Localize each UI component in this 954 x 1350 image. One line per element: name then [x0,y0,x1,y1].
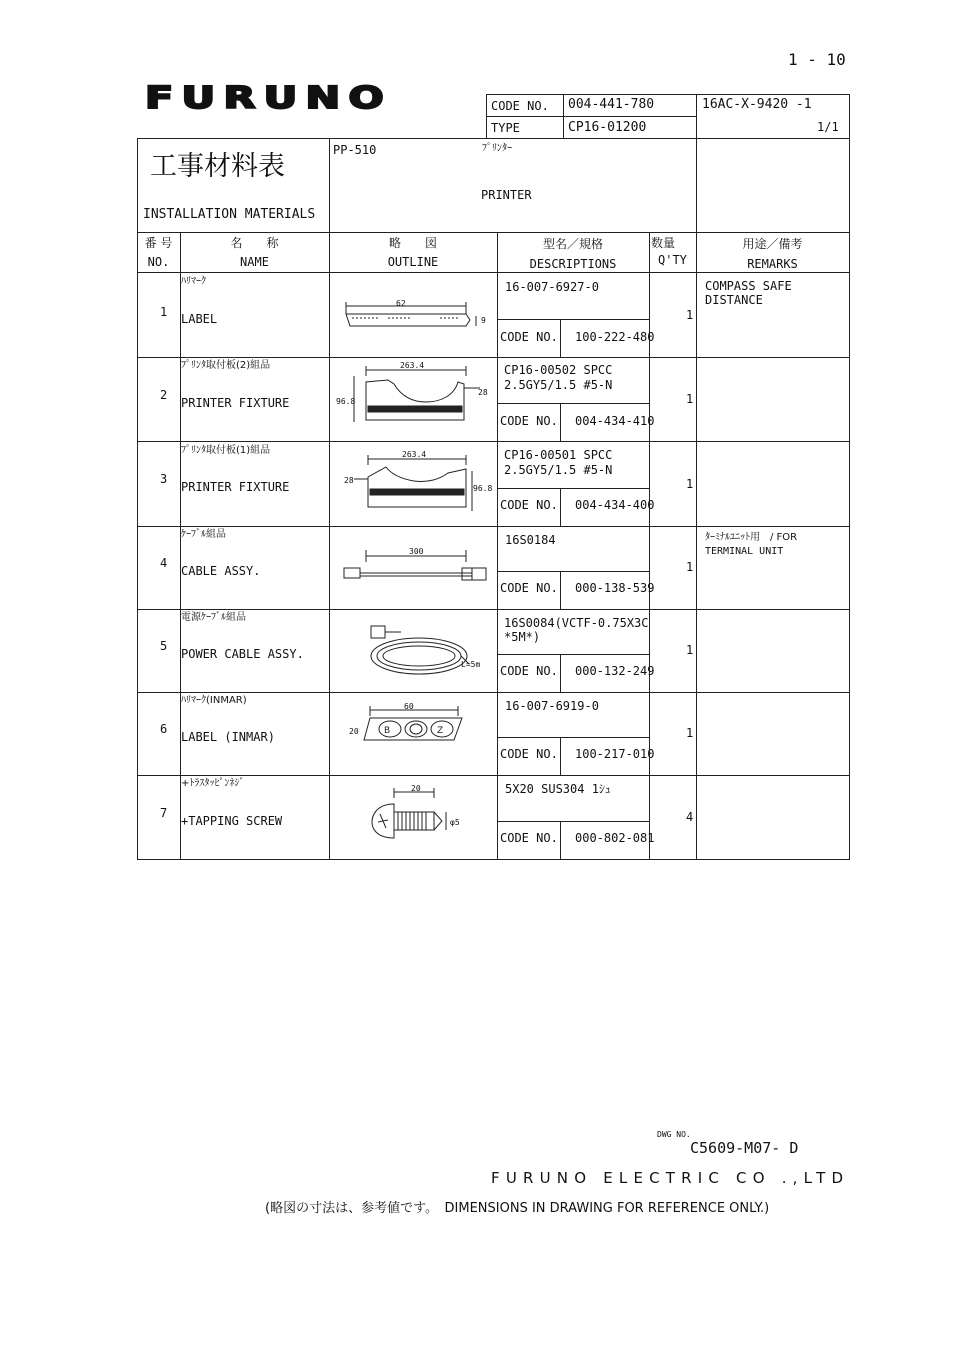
code-no-value: 004-441-780 [568,97,655,112]
item-no: 3 [160,472,168,486]
code-label: CODE NO. [500,414,558,428]
dim-length: 263.4 [402,450,427,459]
dim-diameter: φ5 [450,818,460,827]
item-qty: 1 [686,308,694,322]
reference-note: (略図の寸法は、参考値です。 DIMENSIONS IN DRAWING FOR REFERENCE ONLY.) [265,1201,770,1216]
dim-height: 9 [481,316,486,325]
item-name-jp: ﾌﾟﾘﾝﾀ取付板(1)組品 [181,445,271,456]
item-name-en: LABEL [181,312,218,326]
item-remarks-2: TERMINAL UNIT [705,546,784,557]
code-label: CODE NO. [500,330,558,344]
item-code: 004-434-410 [575,414,655,428]
item-name-jp: ﾊﾘﾏｰｸ(INMAR) [181,695,247,706]
doc-ref: 16AC-X-9420 -1 [702,97,812,112]
title-jp: 工事材料表 [150,151,285,182]
furuno-logo [145,81,392,116]
company-name: FURUNO ELECTRIC CO .,LTD [491,1169,850,1187]
code-label: CODE NO. [500,664,558,678]
item-name-en: PRINTER FIXTURE [181,396,290,410]
item-name-jp: ﾌﾟﾘﾝﾀ取付板(2)組品 [181,360,271,371]
col-remarks-jp: 用途／備考 [742,237,803,251]
item-qty: 1 [686,477,694,491]
item-remarks: ﾀｰﾐﾅﾙﾕﾆｯﾄ用 / FOR [705,532,798,543]
item-code: 004-434-400 [575,498,655,512]
item-no: 2 [160,388,168,402]
item-desc: 16-007-6919-0 [505,699,599,713]
code-label: CODE NO. [500,581,558,595]
item-code: 000-802-081 [575,831,655,845]
dim-height: 96.8 [336,397,356,406]
item-desc: 16S0084(VCTF-0.75X3C [504,616,649,630]
col-outline-jp: 略 図 [388,236,437,250]
item-desc-2: 2.5GY5/1.5 #5-N [504,378,613,392]
code-no-label: CODE NO. [491,99,549,113]
type-label: TYPE [491,121,520,135]
item-desc: CP16-00502 SPCC [504,363,613,377]
item-name-en: LABEL (INMAR) [181,730,275,744]
dwg-label: DWG NO. [657,1130,691,1139]
item-name-jp: +ﾄﾗｽﾀｯﾋﾟﾝﾈｼﾞ [181,778,245,789]
item-code: 000-132-249 [575,664,655,678]
dim-depth: 28 [344,476,354,485]
col-name-jp: 名 称 [230,236,279,250]
dim-height: 96.8 [473,484,493,493]
item-no: 6 [160,722,168,736]
page-number: 1 - 10 [788,50,846,69]
dwg-number: C5609-M07- D [690,1139,799,1157]
logo-text: FURUNO [145,81,392,116]
item-code: 000-138-539 [575,581,655,595]
dim-length: 300 [409,547,424,556]
svg-text:Z: Z [437,726,444,736]
dim-length: 62 [396,299,406,308]
item-no: 5 [160,639,168,653]
item-name-jp: ﾊﾘﾏｰｸ [181,276,206,287]
col-remarks-en: REMARKS [747,257,798,271]
title-en: INSTALLATION MATERIALS [143,207,316,222]
dim-length: L=5m [461,660,481,669]
item-qty: 1 [686,643,694,657]
model-name-en: PRINTER [481,188,532,202]
item-qty: 1 [686,726,694,740]
item-desc: CP16-00501 SPCC [504,448,613,462]
dim-length: 263.4 [400,361,425,370]
item-desc: 16-007-6927-0 [505,280,599,294]
code-label: CODE NO. [500,498,558,512]
item-qty: 1 [686,560,694,574]
dim-height: 20 [349,727,359,736]
item-no: 4 [160,556,168,570]
label-outline-drawing [340,296,490,332]
col-no-en: NO. [147,255,170,269]
item-qty: 1 [686,392,694,406]
item-name-en: CABLE ASSY. [181,564,261,578]
dim-length: 20 [411,784,421,793]
code-label: CODE NO. [500,747,558,761]
item-name-en: +TAPPING SCREW [181,814,283,828]
model-name-jp: ﾌﾟﾘﾝﾀｰ [482,143,512,154]
dim-length: 60 [404,702,414,711]
power-cable-drawing [365,620,475,682]
item-name-en: PRINTER FIXTURE [181,480,290,494]
item-name-jp: 電源ｹｰﾌﾞﾙ組品 [181,612,246,623]
col-desc-en: DESCRIPTIONS [529,257,617,271]
item-remarks: COMPASS SAFE [705,279,792,293]
dim-depth: 28 [478,388,488,397]
sheet-number: 1/1 [817,120,839,134]
model: PP-510 [333,143,377,157]
item-remarks-2: DISTANCE [705,293,763,307]
item-code: 100-217-010 [575,747,655,761]
code-label: CODE NO. [500,831,558,845]
item-qty: 4 [686,810,694,824]
svg-text:B: B [384,726,391,736]
col-desc-jp: 型名／規格 [542,237,603,251]
item-code: 100-222-480 [575,330,655,344]
col-outline-en: OUTLINE [387,255,439,269]
item-desc-2: 2.5GY5/1.5 #5-N [504,463,613,477]
col-no-jp: 番 号 [144,236,173,250]
item-name-en: POWER CABLE ASSY. [181,647,304,661]
item-no: 7 [160,806,168,820]
item-no: 1 [160,305,168,319]
item-desc-2: *5M*) [504,630,541,644]
col-name-en: NAME [240,255,269,269]
item-desc: 5X20 SUS304 1ｼｭ [505,782,611,796]
col-qty-en: Q'TY [658,253,687,267]
type-value: CP16-01200 [568,120,647,135]
col-qty-jp: 数量 [651,236,676,250]
item-name-jp: ｹｰﾌﾞﾙ組品 [181,529,226,540]
item-desc: 16S0184 [505,533,556,547]
